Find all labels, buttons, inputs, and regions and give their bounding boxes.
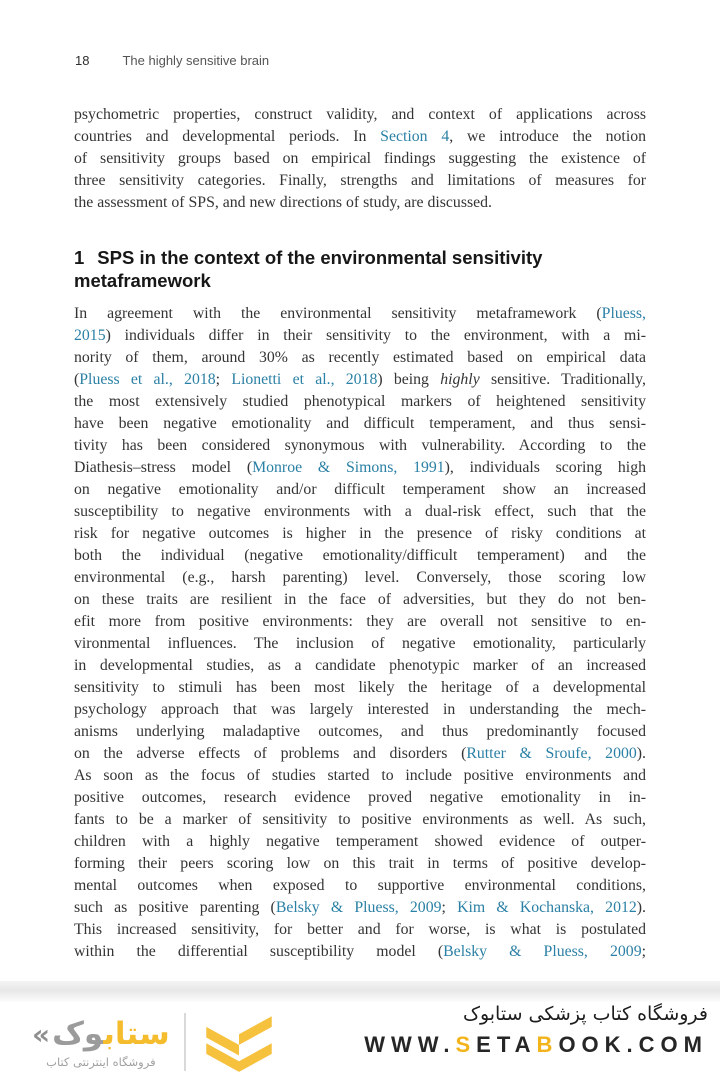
text-run: three sensitivity categories. Finally, strengths and limitations of measures for bbox=[74, 172, 646, 189]
text-line bbox=[74, 853, 646, 875]
citation-link[interactable]: Monroe & Simons, 1991 bbox=[252, 459, 445, 476]
text-line bbox=[74, 545, 646, 567]
citation-link[interactable]: Rutter & Sroufe, 2000 bbox=[466, 745, 637, 762]
text-run: the most extensively studied phenotypical markers of heightened sensitivity bbox=[74, 393, 646, 410]
text-line bbox=[74, 435, 646, 457]
text-run: on the adverse effects of problems and disorders ( bbox=[74, 745, 467, 762]
text-run: within the differential susceptibility model ( bbox=[74, 943, 444, 960]
section-number: 1 bbox=[74, 247, 85, 268]
text-line bbox=[74, 413, 646, 435]
text-line bbox=[74, 941, 646, 963]
citation-link[interactable]: 2015 bbox=[74, 327, 106, 344]
text-run: ; bbox=[641, 943, 646, 960]
page-number: 18 bbox=[75, 53, 90, 68]
text-line bbox=[74, 457, 646, 479]
url-segment: B bbox=[536, 1032, 559, 1057]
text-run: the assessment of SPS, and new directions of study, are discussed. bbox=[74, 194, 492, 211]
text-line bbox=[74, 148, 646, 170]
citation-link[interactable]: Belsky & Pluess, 2009 bbox=[443, 943, 642, 960]
wordmark-gray-part: وک bbox=[52, 1016, 104, 1052]
logo-divider bbox=[184, 1013, 186, 1071]
text-run: tivity has been considered synonymous with vulnerability. According to the bbox=[74, 437, 646, 454]
text-run: ; bbox=[441, 899, 458, 916]
text-line bbox=[74, 369, 646, 391]
paragraph-body bbox=[74, 303, 646, 963]
text-run: ). bbox=[636, 899, 646, 916]
text-run: ( bbox=[74, 371, 80, 388]
text-run: vironmental influences. The inclusion of negative emotionality, particularly bbox=[74, 635, 646, 652]
store-name-farsi: فروشگاه کتاب پزشکی ستابوک bbox=[462, 1003, 708, 1025]
text-line bbox=[74, 699, 646, 721]
text-line bbox=[74, 501, 646, 523]
section-heading-line1 bbox=[74, 246, 646, 269]
text-run: on negative emotionality and/or difficult temperament show an increased bbox=[74, 481, 646, 498]
running-header bbox=[75, 53, 269, 68]
text-run: have been negative emotionality and difficult temperament, and thus sensi- bbox=[74, 415, 646, 432]
text-line bbox=[74, 809, 646, 831]
setabook-logo[interactable] bbox=[32, 1004, 280, 1076]
text-line bbox=[74, 677, 646, 699]
section-heading-line2: metaframework bbox=[74, 270, 211, 291]
text-line bbox=[74, 765, 646, 787]
citation-link[interactable]: Kim & Kochanska, 2012 bbox=[457, 899, 637, 916]
text-line bbox=[74, 787, 646, 809]
text-line bbox=[74, 126, 646, 148]
text-run: anisms underlying maladaptive outcomes, and thus predominantly focused bbox=[74, 723, 646, 740]
text-line bbox=[74, 347, 646, 369]
section-heading-text: SPS in the context of the environmental sensitivity bbox=[97, 247, 543, 268]
footer-divider bbox=[0, 981, 720, 1002]
setabook-chevron-icon bbox=[198, 1004, 280, 1076]
text-line bbox=[74, 743, 646, 765]
text-line bbox=[74, 325, 646, 347]
text-run: As soon as the focus of studies started to include positive environments and bbox=[74, 767, 646, 784]
wordmark-yellow-part: ستاب bbox=[103, 1016, 170, 1052]
text-run: ) being bbox=[377, 371, 441, 388]
url-segment: S bbox=[455, 1032, 477, 1057]
running-title: The highly sensitive brain bbox=[122, 53, 270, 68]
text-line bbox=[74, 611, 646, 633]
text-run: risk for negative outcomes is higher in the presence of risky conditions at bbox=[74, 525, 646, 542]
text-line bbox=[74, 897, 646, 919]
text-run: Diathesis–stress model ( bbox=[74, 459, 253, 476]
page-text-block bbox=[74, 104, 646, 963]
text-line bbox=[74, 479, 646, 501]
text-run: efit more from positive environments: they are overall not sensitive to en- bbox=[74, 613, 646, 630]
url-segment: ETA bbox=[476, 1032, 537, 1057]
citation-link[interactable]: Pluess, bbox=[601, 305, 646, 322]
text-line bbox=[74, 633, 646, 655]
text-run: sensitivity to stimuli has been most likely the heritage of a developmental bbox=[74, 679, 646, 696]
text-run: in developmental studies, as a candidate phenotypic marker of an increased bbox=[74, 657, 646, 674]
text-run: both the individual (negative emotionality/difficult temperament) and the bbox=[74, 547, 646, 564]
text-line bbox=[74, 831, 646, 853]
text-run: countries and developmental periods. In bbox=[74, 128, 381, 145]
text-run: ), individuals scoring high bbox=[444, 459, 646, 476]
citation-link[interactable]: Lionetti et al., 2018 bbox=[231, 371, 378, 388]
setabook-wordmark bbox=[32, 1011, 170, 1069]
watermark-footer bbox=[0, 1002, 720, 1080]
section-heading bbox=[74, 246, 646, 292]
url-segment: OOK.COM bbox=[558, 1032, 708, 1057]
text-line bbox=[74, 567, 646, 589]
text-run: This increased sensitivity, for better and for worse, is what is postulated bbox=[74, 921, 646, 938]
text-line bbox=[74, 589, 646, 611]
text-run: psychology approach that was largely interested in understanding the mech- bbox=[74, 701, 646, 718]
setabook-wordmark-text bbox=[32, 1017, 170, 1052]
text-run: sensitive. Traditionally, bbox=[479, 371, 646, 388]
text-line bbox=[74, 655, 646, 677]
text-line bbox=[74, 104, 646, 126]
text-run: mental outcomes when exposed to supportive environmental conditions, bbox=[74, 877, 646, 894]
text-run: fants to be a marker of sensitivity to positive environments as well. As such, bbox=[74, 811, 646, 828]
site-info bbox=[364, 1003, 708, 1058]
text-line bbox=[74, 721, 646, 743]
text-line bbox=[74, 192, 646, 214]
text-run: ). bbox=[636, 745, 646, 762]
citation-link[interactable]: Pluess et al., 2018 bbox=[79, 371, 216, 388]
text-line bbox=[74, 523, 646, 545]
text-run: susceptibility to negative environments with a dual-risk effect, such that the bbox=[74, 503, 646, 520]
text-run: , we introduce the notion bbox=[449, 128, 646, 145]
text-run: such as positive parenting ( bbox=[74, 899, 276, 916]
text-run: of sensitivity groups based on empirical findings suggesting the existence of bbox=[74, 150, 646, 167]
citation-link[interactable]: Belsky & Pluess, 2009 bbox=[275, 899, 442, 916]
text-run: children with a highly negative temperament showed evidence of outper- bbox=[74, 833, 646, 850]
logo-tagline: فروشگاه اینترنتی کتاب bbox=[46, 1055, 156, 1069]
guillemet-mark-icon: « bbox=[32, 1018, 51, 1051]
text-run: In agreement with the environmental sensitivity metaframework ( bbox=[74, 305, 602, 322]
text-run: on these traits are resilient in the face of adversities, but they do not ben- bbox=[74, 591, 646, 608]
text-run: psychometric properties, construct validity, and context of applications across bbox=[74, 106, 646, 123]
text-run: ) individuals differ in their sensitivity to the environment, with a mi- bbox=[105, 327, 646, 344]
website-url[interactable] bbox=[364, 1032, 708, 1058]
text-line bbox=[74, 170, 646, 192]
text-run: environmental (e.g., harsh parenting) level. Conversely, those scoring low bbox=[74, 569, 646, 586]
text-run: ; bbox=[215, 371, 232, 388]
text-line bbox=[74, 303, 646, 325]
text-line bbox=[74, 919, 646, 941]
text-run: nority of them, around 30% as recently estimated based on empirical data bbox=[74, 349, 646, 366]
paragraph-intro bbox=[74, 104, 646, 214]
text-run: highly bbox=[440, 371, 480, 388]
text-line bbox=[74, 875, 646, 897]
citation-link[interactable]: Section 4 bbox=[380, 128, 450, 145]
text-line bbox=[74, 391, 646, 413]
text-run: forming their peers scoring low on this trait in terms of positive develop- bbox=[74, 855, 646, 872]
url-segment: WWW. bbox=[364, 1032, 456, 1057]
text-run: positive outcomes, research evidence proved negative emotionality in in- bbox=[74, 789, 646, 806]
